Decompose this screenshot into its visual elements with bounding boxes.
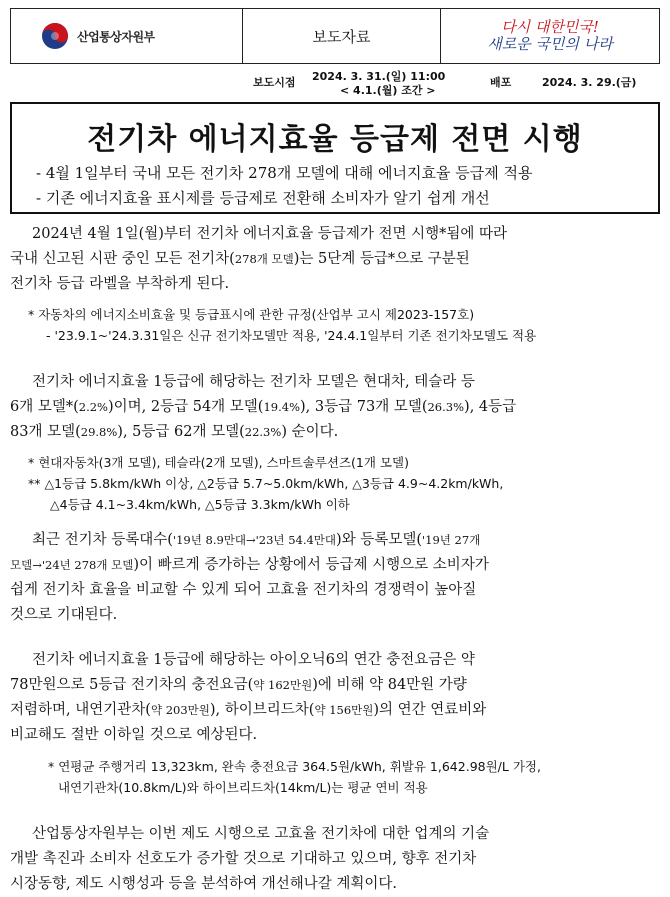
header-bar xyxy=(10,8,660,64)
text-run: )는 5단계 등급*으로 구분된 xyxy=(293,251,470,267)
press-release-page xyxy=(10,8,660,892)
text-run: 2.2% xyxy=(78,400,108,414)
text-run: ) 순이다. xyxy=(281,424,339,440)
paragraph-line: 산업통상자원부는 이번 제도 시행으로 고효율 전기차에 대한 업계의 기술 xyxy=(32,826,490,842)
paragraph-4 xyxy=(10,648,660,748)
paragraph-line: 전기차 등급 라벨을 부착하게 된다. xyxy=(10,276,230,292)
paragraph-3 xyxy=(10,528,660,628)
text-run: 저렴하며, 내연기관차( xyxy=(10,702,151,718)
text-run: )에 비해 약 84만원 가량 xyxy=(312,677,467,693)
headline-box xyxy=(10,102,660,214)
text-run: ), 3등급 73개 모델( xyxy=(300,399,428,415)
taegeuk-seal-icon xyxy=(41,22,69,50)
paragraph-line: 쉽게 전기차 효율을 비교할 수 있게 되어 고효율 전기차의 경쟁력이 높아질 xyxy=(10,582,477,598)
footnote-line: ** △1등급 5.8km/kWh 이상, △2등급 5.7~5.0km/kWh, △3등급 4.9~4.2km/kWh, xyxy=(28,476,504,491)
distribution-label: 배포 xyxy=(490,76,512,89)
paragraph-1 xyxy=(10,222,660,297)
headline-title: 전기차 에너지효율 등급제 전면 시행 xyxy=(87,122,583,157)
text-run: 78만원으로 5등급 전기차의 충전요금( xyxy=(10,677,254,693)
paragraph-line: 전기차 에너지효율 1등급에 해당하는 아이오닉6의 연간 충전요금은 약 xyxy=(32,652,475,668)
ministry-name: 산업통상자원부 xyxy=(77,29,155,44)
headline-sub-2: - 기존 에너지효율 표시제를 등급제로 전환해 소비자가 알기 쉽게 개선 xyxy=(36,189,490,207)
text-run: 약 203만원 xyxy=(150,703,210,717)
text-run: 19.4% xyxy=(263,400,301,414)
text-run: ), 4등급 xyxy=(464,399,517,415)
text-run: 26.3% xyxy=(427,400,465,414)
paragraph-line: 것으로 기대된다. xyxy=(10,607,118,623)
paragraph-line xyxy=(10,528,660,553)
paragraph-5 xyxy=(10,822,660,897)
text-run: 최근 전기차 등록대수( xyxy=(32,532,173,548)
text-run: )의 연간 연료비와 xyxy=(373,702,487,718)
paragraph-line: 2024년 4월 1일(월)부터 전기차 에너지효율 등급제가 전면 시행*됨에 따라 xyxy=(32,226,507,242)
footnote-line: * 연평균 주행거리 13,323km, 완속 충전요금 364.5원/kWh, 휘발유 1,642.98원/L 가정, xyxy=(48,759,541,774)
text-run: 83개 모델( xyxy=(10,424,81,440)
document-type: 보도자료 xyxy=(243,9,441,63)
text-run: )와 등록모델( xyxy=(336,532,422,548)
headline-sub-1: - 4월 1일부터 국내 모든 전기차 278개 모델에 대해 에너지효율 등급제 적용 xyxy=(36,164,533,182)
text-run: 29.8% xyxy=(80,425,118,439)
release-info-row xyxy=(10,68,660,98)
release-sub: < 4.1.(월) 조간 > xyxy=(340,84,436,97)
release-time: 2024. 3. 31.(일) 11:00 xyxy=(312,70,446,83)
paragraph-line: 개발 촉진과 소비자 선호도가 증가할 것으로 기대하고 있으며, 향후 전기차 xyxy=(10,851,477,867)
paragraph-line xyxy=(10,420,660,445)
footnote-3 xyxy=(48,756,541,798)
text-run: 278개 모델 xyxy=(234,252,294,266)
text-run: ), 하이브리드차( xyxy=(209,702,315,718)
paragraph-line: 전기차 에너지효율 1등급에 해당하는 전기차 모델은 현대차, 테슬라 등 xyxy=(32,374,475,390)
paragraph-line xyxy=(10,698,660,723)
text-run: 약 162만원 xyxy=(253,678,313,692)
paragraph-line xyxy=(10,395,660,420)
text-run: )이며, 2등급 54개 모델( xyxy=(107,399,264,415)
text-run: )이 빠르게 증가하는 상황에서 등급제 시행으로 소비자가 xyxy=(133,557,489,573)
footnote-line: * 자동차의 에너지소비효율 및 등급표시에 관한 규정(산업부 고시 제2023-157호) xyxy=(28,307,475,322)
footnote-1 xyxy=(28,304,536,346)
text-run: 모델→'24년 278개 모델 xyxy=(10,558,134,572)
paragraph-2 xyxy=(10,370,660,445)
ministry-logo xyxy=(11,9,243,63)
footnote-line: 내연기관차(10.8km/L)와 하이브리드차(14km/L)는 평균 연비 적용 xyxy=(58,780,428,795)
text-run: 국내 신고된 시판 중인 모든 전기차( xyxy=(10,251,235,267)
footnote-line: * 현대자동차(3개 모델), 테슬라(2개 모델), 스마트솔루션즈(1개 모델) xyxy=(28,455,409,470)
slogan-line-1: 다시 대한민국! xyxy=(501,18,599,36)
text-run: ), 5등급 62개 모델( xyxy=(117,424,245,440)
distribution-date: 2024. 3. 29.(금) xyxy=(542,76,637,89)
paragraph-line: 시장동향, 제도 시행성과 등을 분석하여 개선해나갈 계획이다. xyxy=(10,876,398,892)
paragraph-line xyxy=(10,673,660,698)
paragraph-line xyxy=(10,553,660,578)
text-run: 22.3% xyxy=(244,425,282,439)
release-label: 보도시점 xyxy=(253,76,296,89)
footnote-line: △4등급 4.1~3.4km/kWh, △5등급 3.3km/kWh 이하 xyxy=(50,497,350,512)
paragraph-line xyxy=(10,247,660,272)
footnote-2 xyxy=(28,452,503,515)
text-run: 6개 모델*( xyxy=(10,399,79,415)
slogan-line-2: 새로운 국민의 나라 xyxy=(487,35,613,53)
text-run: '19년 27개 xyxy=(422,533,481,547)
text-run: '19년 8.9만대→'23년 54.4만대 xyxy=(172,533,337,547)
footnote-line: - '23.9.1~'24.3.31일은 신규 전기차모델만 적용, '24.4.1일부터 기존 전기차모델도 적용 xyxy=(46,328,537,343)
paragraph-line: 비교해도 절반 이하일 것으로 예상된다. xyxy=(10,727,258,743)
slogan xyxy=(441,9,659,63)
text-run: 약 156만원 xyxy=(314,703,374,717)
